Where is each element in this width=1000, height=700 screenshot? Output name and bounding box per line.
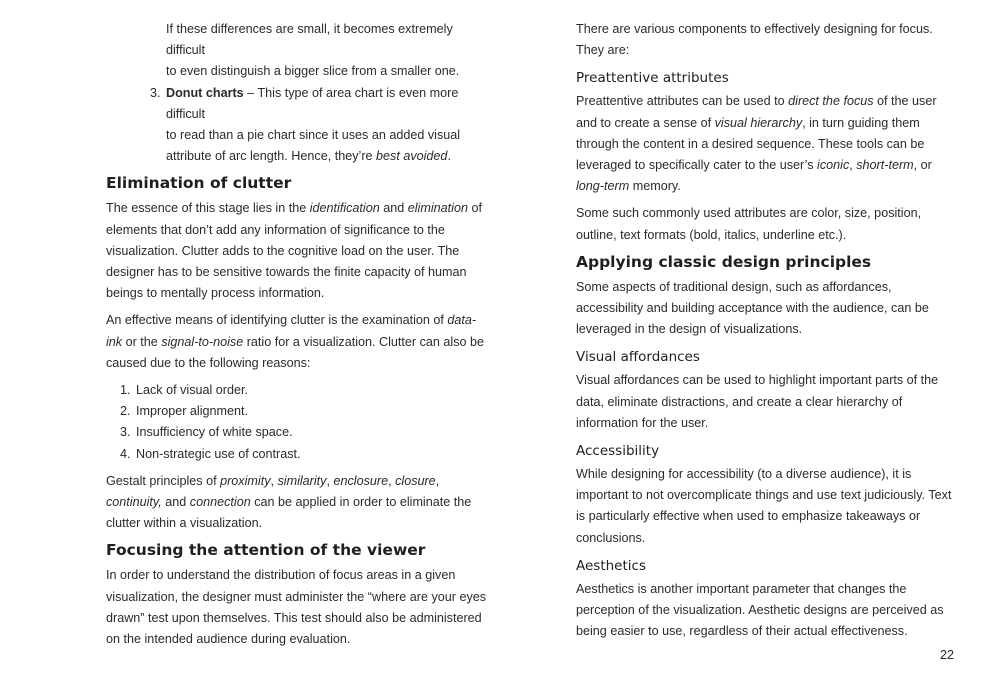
text: and bbox=[161, 495, 190, 510]
text: of the user and to create a sense of bbox=[576, 94, 937, 130]
text: , bbox=[849, 158, 857, 173]
clutter-paragraph-2 bbox=[106, 310, 488, 374]
classic-paragraph: Some aspects of traditional design, such as affordances, accessibility and building acceptance with the audience, can be leveraged in the design of visualizations. bbox=[576, 279, 929, 337]
focus-heading: Focusing the attention of the viewer bbox=[106, 541, 426, 560]
list-item bbox=[106, 444, 488, 465]
aesthetics-heading: Aesthetics bbox=[576, 557, 646, 574]
aesthetics-paragraph: Aesthetics is another important parameter that changes the perception of the visualization. Aesthetic designs are perceived as being easier to use, regardless of their actual effectiveness. bbox=[576, 581, 944, 639]
page-number: 22 bbox=[940, 648, 955, 662]
em-continuity: continuity, bbox=[106, 495, 162, 510]
list-text: Non-strategic use of contrast. bbox=[136, 446, 301, 461]
donut-term: Donut charts bbox=[166, 85, 244, 100]
donut-number: 3. bbox=[150, 85, 161, 100]
em-iconic: iconic bbox=[817, 158, 850, 173]
em-visual-hierarchy: visual hierarchy bbox=[714, 115, 803, 130]
em-identification: identification bbox=[309, 201, 380, 216]
text: , in turn guiding them through the content in a desired sequence. These tools can be leveraged to specifically cater to the user’s bbox=[576, 115, 925, 173]
preattentive-paragraph-1 bbox=[576, 91, 954, 197]
text: , bbox=[435, 473, 440, 488]
clutter-paragraph-1 bbox=[106, 198, 488, 304]
focus-intro: There are various components to effectively designing for focus. They are: bbox=[576, 22, 933, 58]
classic-heading: Applying classic design principles bbox=[576, 252, 872, 271]
text: , bbox=[388, 473, 396, 488]
pie-continuation bbox=[106, 19, 488, 83]
em-elimination: elimination bbox=[407, 201, 468, 216]
text: or the bbox=[122, 334, 162, 349]
text: An effective means of identifying clutter is the examination of bbox=[106, 313, 448, 328]
em-connection: connection bbox=[189, 495, 251, 510]
text: Preattentive attributes can be used to bbox=[576, 94, 789, 109]
donut-line-1: – This type of area chart is even more difficult bbox=[166, 85, 459, 121]
em-proximity: proximity bbox=[220, 473, 271, 488]
em-similarity: similarity bbox=[277, 473, 327, 488]
right-column bbox=[576, 19, 954, 648]
focus-paragraph: In order to understand the distribution of focus areas in a given visualization, the designer must administer the “where are your eyes drawn” test upon themselves. This test should also be administered on the intended audience during evaluation. bbox=[106, 568, 487, 647]
accessibility-paragraph: While designing for accessibility (to a diverse audience), it is important to not overcomplicate things and use text judiciously. Text is particularly effective when used to emphasize takeaways or conclusions. bbox=[576, 467, 952, 545]
clutter-paragraph-3 bbox=[106, 471, 488, 535]
em-enclosure: enclosure bbox=[333, 473, 389, 488]
donut-end: . bbox=[447, 149, 451, 164]
list-number: 2. bbox=[120, 404, 131, 419]
list-item bbox=[106, 380, 488, 401]
em-data-ink: data-ink bbox=[106, 313, 477, 349]
list-item bbox=[106, 422, 488, 443]
donut-list-item bbox=[106, 83, 488, 168]
list-number: 3. bbox=[120, 425, 131, 440]
list-text: Insufficiency of white space. bbox=[136, 425, 293, 440]
clutter-reasons-list bbox=[106, 380, 488, 465]
em-direct-the-focus: direct the focus bbox=[788, 94, 874, 109]
text: , bbox=[270, 473, 278, 488]
text: and bbox=[379, 201, 408, 216]
donut-line-2: to read than a pie chart since it uses an added visual bbox=[166, 128, 461, 143]
pie-line-2: to even distinguish a bigger slice from a smaller one. bbox=[166, 64, 460, 79]
em-short-term: short-term bbox=[856, 158, 914, 173]
list-number: 4. bbox=[120, 446, 131, 461]
list-text: Lack of visual order. bbox=[136, 383, 249, 398]
list-number: 1. bbox=[120, 383, 131, 398]
preattentive-paragraph-2: Some such commonly used attributes are color, size, position, outline, text formats (bold, italics, underline etc.). bbox=[576, 206, 922, 242]
clutter-heading: Elimination of clutter bbox=[106, 174, 292, 193]
text: , or bbox=[913, 158, 932, 173]
text: can be applied in order to eliminate the clutter within a visualization. bbox=[106, 495, 472, 531]
accessibility-heading: Accessibility bbox=[576, 443, 660, 460]
text: ratio for a visualization. Clutter can also be caused due to the following reasons: bbox=[106, 334, 485, 370]
text: memory. bbox=[629, 179, 681, 194]
preattentive-heading: Preattentive attributes bbox=[576, 70, 729, 87]
list-text: Improper alignment. bbox=[136, 404, 248, 419]
text: , bbox=[326, 473, 334, 488]
em-long-term: long-term bbox=[576, 179, 630, 194]
list-item bbox=[106, 401, 488, 422]
text: The essence of this stage lies in the bbox=[106, 201, 310, 216]
pie-line-1: If these differences are small, it becomes extremely difficult bbox=[166, 22, 453, 58]
text: of elements that don’t add any information of significance to the visualization. Clutter adds to the cognitive load on the user. The designer has to be sensitive towards the finite capacity of human beings to mentally process information. bbox=[106, 201, 482, 301]
donut-em: best avoided bbox=[376, 149, 448, 164]
left-column bbox=[106, 19, 488, 656]
em-closure: closure bbox=[395, 473, 436, 488]
text: Gestalt principles of bbox=[106, 473, 221, 488]
affordances-heading: Visual affordances bbox=[576, 349, 700, 366]
affordances-paragraph: Visual affordances can be used to highlight important parts of the data, eliminate distractions, and create a clear hierarchy of information for the user. bbox=[576, 373, 939, 430]
em-signal-to-noise: signal-to-noise bbox=[161, 334, 244, 349]
donut-line-3: attribute of arc length. Hence, they’re bbox=[166, 149, 377, 164]
